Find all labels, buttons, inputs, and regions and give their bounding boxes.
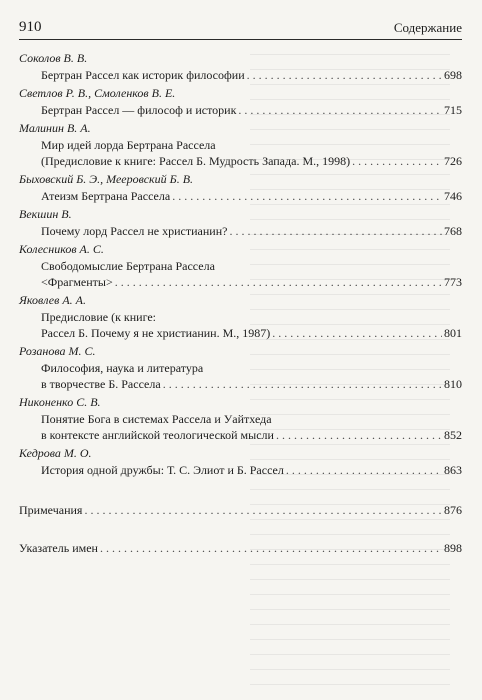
toc-entry[interactable] — [19, 206, 462, 239]
page-number: 910 — [19, 19, 42, 35]
toc-notes[interactable] — [19, 502, 462, 518]
index-label: Указатель имен — [19, 541, 98, 555]
entry-page-number: 715 — [444, 103, 462, 117]
entry-title-text: Рассел Б. Почему я не христианин. М., 1987) — [41, 326, 271, 340]
entry-author: Малинин В. А. — [19, 121, 91, 135]
entry-author: Розанова М. С. — [19, 344, 96, 358]
entry-author: Соколов В. В. — [19, 51, 88, 65]
toc-index[interactable] — [19, 540, 462, 556]
toc-entries — [19, 50, 462, 478]
entry-title-line: Свободомыслие Бертрана Рассела — [41, 259, 215, 273]
entry-title-line — [19, 376, 462, 392]
running-header — [19, 14, 462, 40]
entry-title-text: Бертран Рассел как историк философии — [41, 68, 245, 82]
entry-title-line — [19, 67, 462, 83]
leader-dots — [229, 223, 442, 239]
leader-dots — [247, 67, 442, 83]
entry-author: Колесников А. С. — [19, 242, 104, 256]
index-page: 898 — [444, 541, 462, 555]
entry-title-line — [19, 223, 462, 239]
toc-entry[interactable] — [19, 120, 462, 169]
entry-title-line — [19, 462, 462, 478]
entry-page-number: 698 — [444, 68, 462, 82]
entry-page-number: 746 — [444, 189, 462, 203]
entry-page-number: 726 — [444, 154, 462, 168]
running-title: Содержание — [393, 20, 462, 35]
entry-author: Быховский Б. Э., Мееровский Б. В. — [19, 172, 194, 186]
leader-dots — [352, 153, 442, 169]
entry-title-text: в контексте английской теологической мысли — [41, 428, 274, 442]
entry-page-number: 810 — [444, 377, 462, 391]
leader-dots — [100, 540, 442, 556]
leader-dots — [84, 502, 442, 518]
entry-title-line — [19, 153, 462, 169]
table-of-contents — [19, 50, 462, 556]
toc-entry[interactable] — [19, 50, 462, 83]
toc-entry[interactable] — [19, 171, 462, 204]
entry-title-line: Предисловие (к книге: — [41, 310, 157, 324]
leader-dots — [172, 188, 442, 204]
leader-dots — [272, 325, 442, 341]
entry-title-text: Атеизм Бертрана Рассела — [41, 189, 171, 203]
entry-author: Векшин В. — [19, 207, 72, 221]
entry-title-line: Мир идей лорда Бертрана Рассела — [41, 138, 216, 152]
entry-page-number: 863 — [444, 463, 462, 477]
leader-dots — [286, 462, 442, 478]
entry-title-text: <Фрагменты> — [41, 275, 113, 289]
toc-entry[interactable] — [19, 343, 462, 392]
entry-title-line — [19, 427, 462, 443]
toc-entry[interactable] — [19, 241, 462, 290]
toc-entry[interactable] — [19, 445, 462, 478]
entry-author: Кедрова М. О. — [19, 446, 92, 460]
entry-page-number: 768 — [444, 224, 462, 238]
entry-title-text: Почему лорд Рассел не христианин? — [41, 224, 228, 238]
entry-page-number: 801 — [444, 326, 462, 340]
entry-title-text: История одной дружбы: Т. С. Элиот и Б. Рассел — [41, 463, 284, 477]
toc-entry[interactable] — [19, 394, 462, 443]
entry-title-line — [19, 325, 462, 341]
entry-title-text: (Предисловие к книге: Рассел Б. Мудрость Запада. М., 1998) — [41, 154, 351, 168]
notes-page: 876 — [444, 503, 462, 517]
entry-title-line — [19, 274, 462, 290]
leader-dots — [163, 376, 442, 392]
entry-page-number: 852 — [444, 428, 462, 442]
entry-author: Никоненко С. В. — [19, 395, 101, 409]
entry-title-line — [19, 188, 462, 204]
leader-dots — [238, 102, 442, 118]
entry-title-line — [19, 102, 462, 118]
leader-dots — [115, 274, 442, 290]
entry-title-line: Философия, наука и литература — [41, 361, 204, 375]
toc-entry[interactable] — [19, 85, 462, 118]
notes-label: Примечания — [19, 503, 83, 517]
entry-title-line: Понятие Бога в системах Рассела и Уайтхеда — [41, 412, 272, 426]
entry-title-text: в творчестве Б. Рассела — [41, 377, 161, 391]
toc-entry[interactable] — [19, 292, 462, 341]
entry-author: Яковлев А. А. — [19, 293, 86, 307]
leader-dots — [276, 427, 442, 443]
entry-page-number: 773 — [444, 275, 462, 289]
entry-title-text: Бертран Рассел — философ и историк — [41, 103, 237, 117]
entry-author: Светлов Р. В., Смоленков В. Е. — [19, 86, 176, 100]
